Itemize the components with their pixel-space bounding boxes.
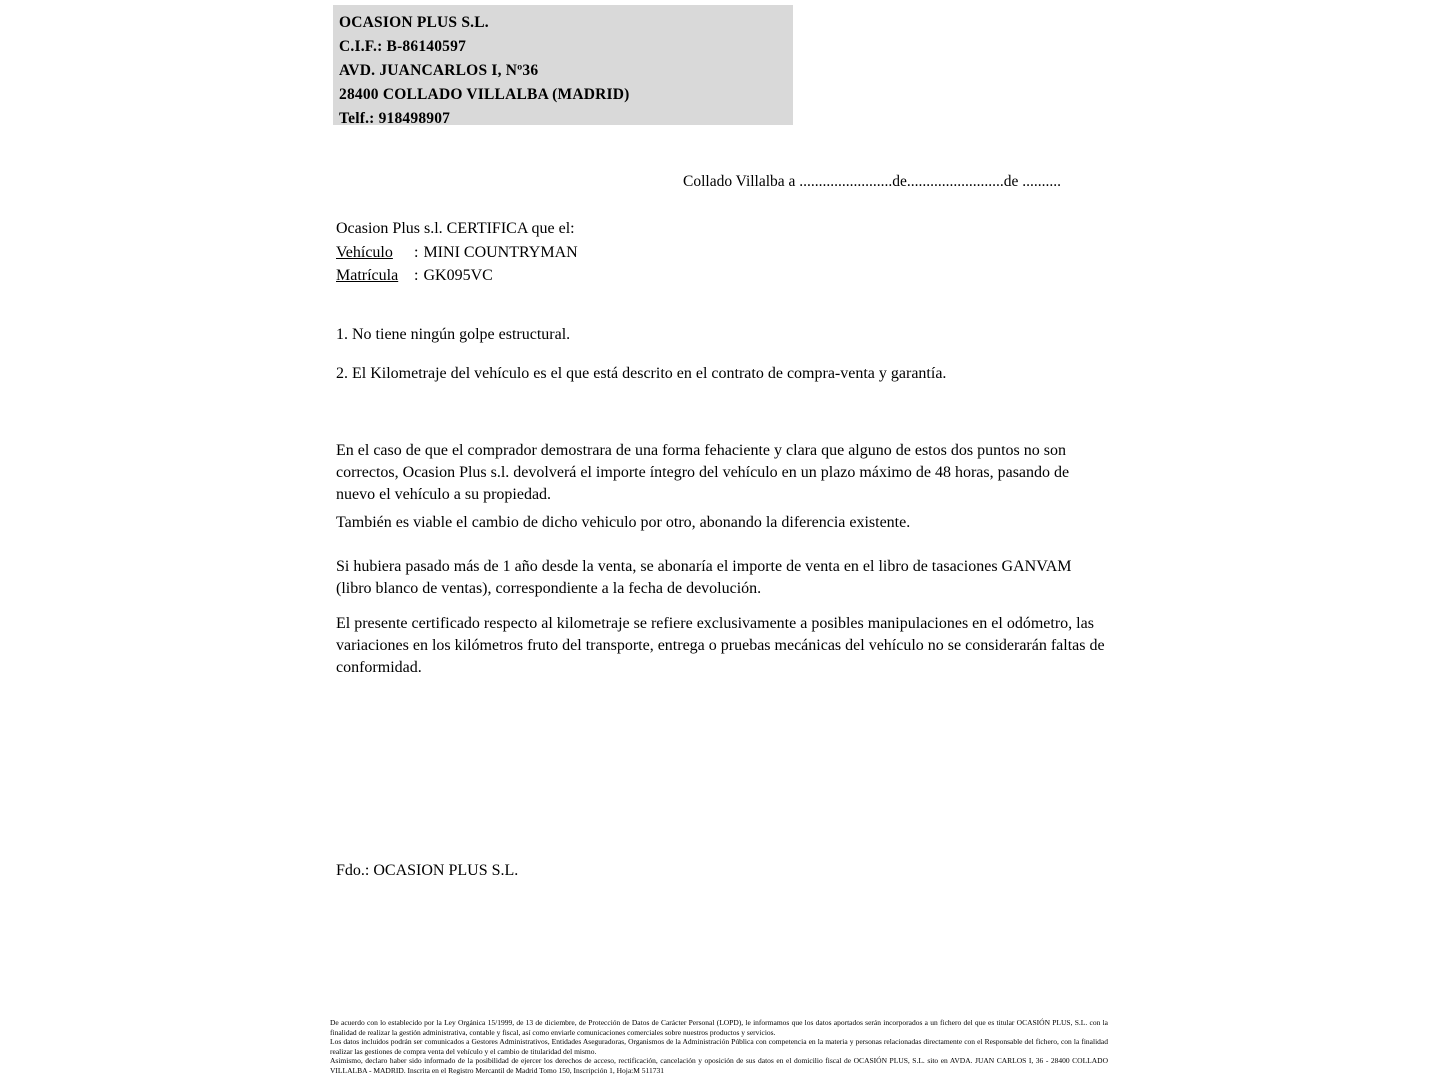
body-paragraph: En el caso de que el comprador demostrara de una forma fehaciente y clara que alguno de estos dos puntos no son correctos, Ocasion Plus s.l. devolverá el importe íntegro del vehículo en un plazo máximo de 48 horas, pasando de nuevo el vehículo a su propiedad.: [336, 442, 1070, 503]
body-paragraph: El presente certificado respecto al kilometraje se refiere exclusivamente a posibles manipulaciones en el odómetro, las variaciones en los kilómetros fruto del transporte, entrega o pruebas mecánicas del vehículo no se considerarán faltas de conformidad.: [336, 615, 1105, 676]
body-paragraph: También es viable el cambio de dicho vehiculo por otro, abonando la diferencia existente.: [336, 514, 911, 531]
signature-line: Fdo.: OCASION PLUS S.L.: [336, 862, 519, 879]
company-address: AVD. JUANCARLOS I, Nº36: [339, 62, 539, 79]
date-line: Collado Villalba a ........................de.........................de ..........: [683, 173, 1062, 190]
plate-separator: :: [414, 267, 419, 284]
vehicle-label: Vehículo: [336, 243, 393, 261]
company-cif: C.I.F.: B-86140597: [339, 38, 467, 55]
plate-row: [336, 264, 578, 288]
legal-paragraph: De acuerdo con lo establecido por la Ley Orgánica 15/1999, de 13 de diciembre, de Protección de Datos de Carácter Personal (LOPD), le informamos que los datos aportados serán incorporados a un fichero del que es titular OCASIÓN PLUS, S.L. con la finalidad de realizar la gestión administrativa, contable y fiscal, así como enviarle comunicaciones comerciales sobre nuestros productos y servicios.: [330, 1018, 1108, 1037]
legal-paragraph: Asimismo, declaro haber sido informado de la posibilidad de ejercer los derechos de acceso, rectificación, cancelación y oposición de sus datos en el domicilio fiscal de OCASIÓN PLUS, S.L. sito en AVDA. JUAN CARLOS I, 36 - 28400 COLLADO VILLALBA - MADRID. Inscrita en el Registro Mercantil de Madrid Tomo 150, Inscripción 1, Hoja:M 511731: [330, 1056, 1108, 1075]
certified-point-2: 2. El Kilometraje del vehículo es el que está descrito en el contrato de compra-venta y garantía.: [336, 365, 947, 382]
legal-fine-print: [330, 1018, 1108, 1076]
plate-label: Matrícula: [336, 267, 399, 284]
certified-point-1: 1. No tiene ningún golpe estructural.: [336, 326, 571, 343]
company-name: OCASION PLUS S.L.: [339, 14, 489, 31]
vehicle-value: MINI COUNTRYMAN: [423, 243, 578, 261]
company-phone: Telf.: 918498907: [339, 110, 451, 127]
company-header-block: [333, 5, 793, 125]
legal-paragraph: Los datos incluidos podrán ser comunicados a Gestores Administrativos, Entidades Aseguradoras, Organismos de la Administración Pública con competencia en la materia y personas relacionadas directamente con el Responsable del fichero, con la finalidad realizar las gestiones de compra venta del vehículo y el cambio de titularidad del mismo.: [330, 1037, 1108, 1056]
vehicle-row: [336, 241, 578, 265]
company-city: 28400 COLLADO VILLALBA (MADRID): [339, 86, 630, 103]
plate-value: GK095VC: [423, 267, 493, 284]
certify-intro: Ocasion Plus s.l. CERTIFICA que el:: [336, 220, 575, 237]
body-paragraph: Si hubiera pasado más de 1 año desde la venta, se abonaría el importe de venta en el libro de tasaciones GANVAM (libro blanco de ventas), correspondiente a la fecha de devolución.: [336, 558, 1072, 597]
certification-block: [336, 217, 578, 288]
vehicle-separator: :: [414, 243, 419, 261]
